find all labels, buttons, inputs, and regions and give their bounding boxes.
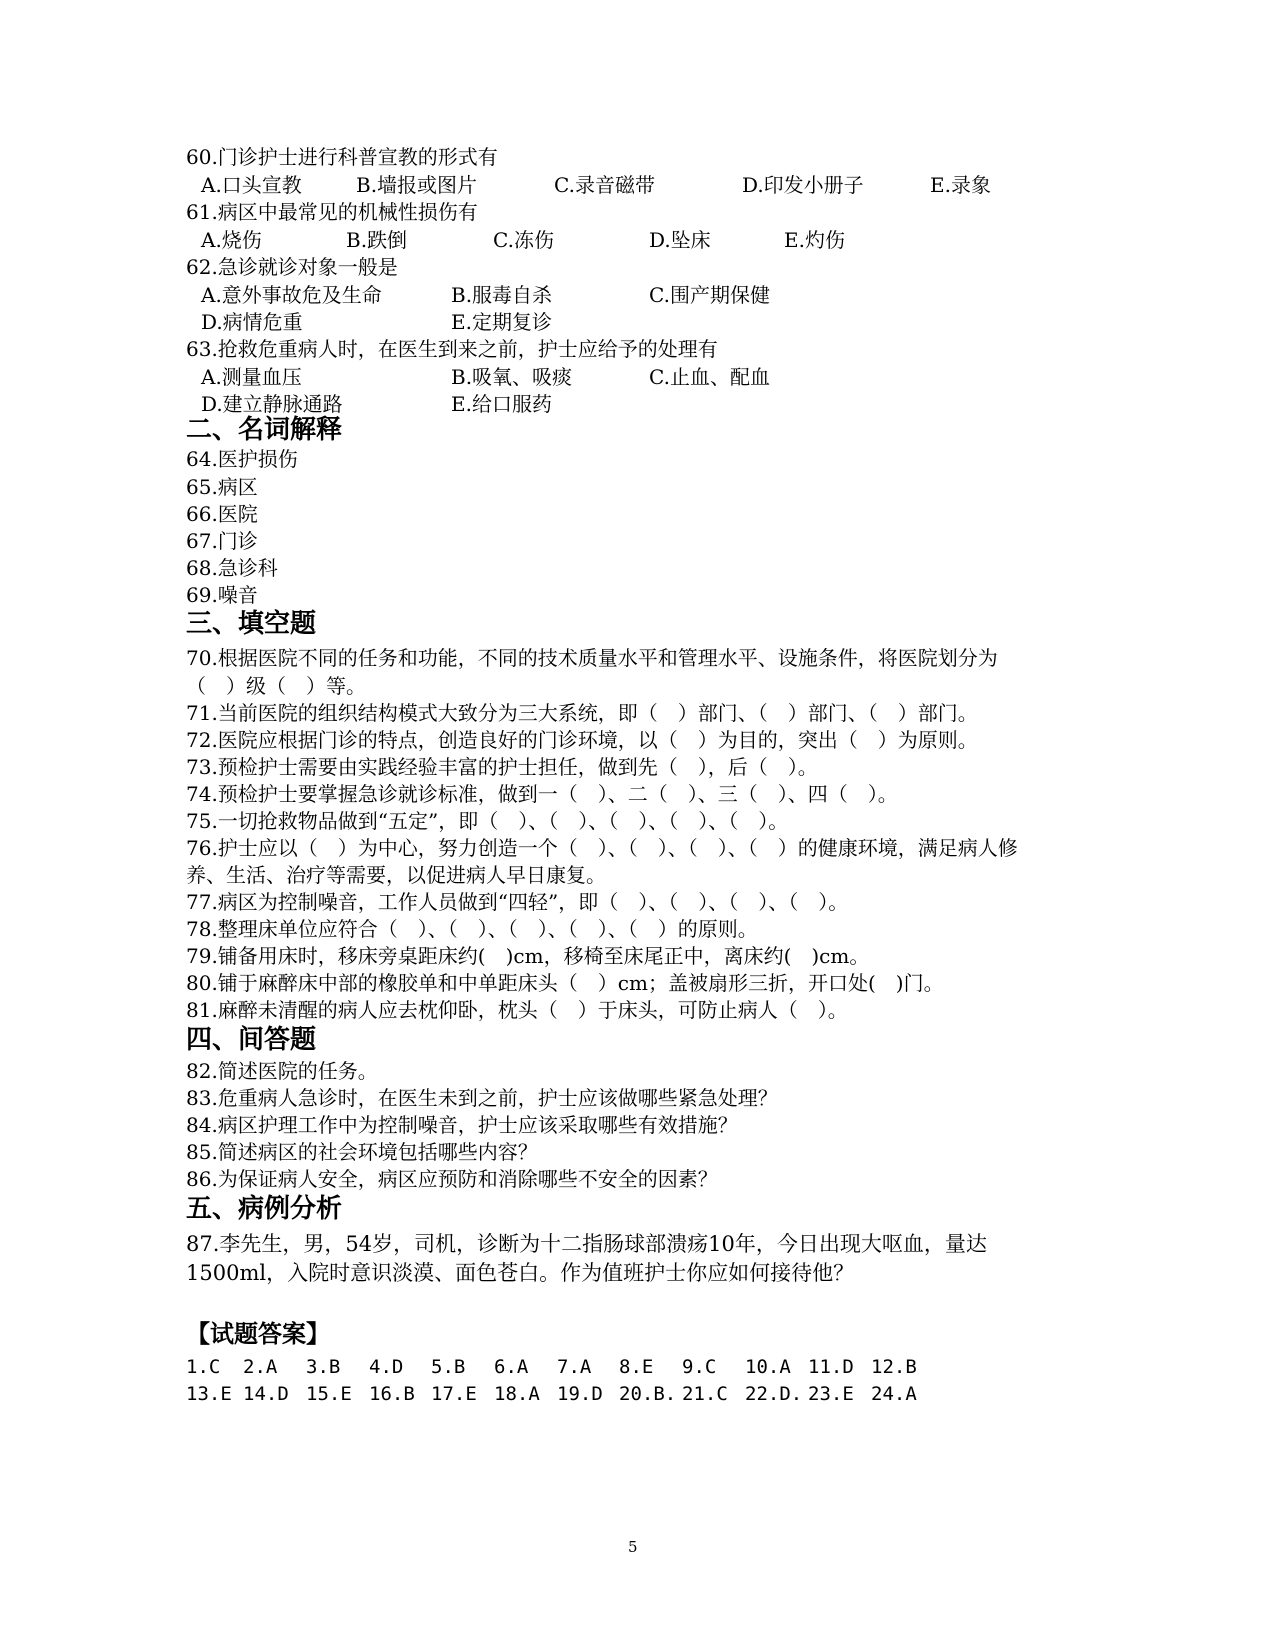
question-62-stem: 62.急诊就诊对象一般是 bbox=[186, 255, 398, 279]
question-63-option-d: D.建立静脉通路 bbox=[201, 392, 343, 416]
answer-item: 24.A bbox=[871, 1383, 917, 1405]
question-60-option-b: B.墙报或图片 bbox=[356, 173, 478, 197]
question-63-option-b: B.吸氧、吸痰 bbox=[451, 365, 573, 389]
fill-blank-line: 养、生活、治疗等需要，以促进病人早日康复。 bbox=[186, 863, 606, 887]
question-62-option-b: B.服毒自杀 bbox=[451, 283, 553, 307]
answer-item: 6.A bbox=[494, 1356, 529, 1378]
answers-heading: 【试题答案】 bbox=[186, 1320, 330, 1348]
question-63-option-e: E.给口服药 bbox=[451, 392, 552, 416]
question-60-option-a: A.口头宣教 bbox=[201, 173, 302, 197]
question-61-option-a: A.烧伤 bbox=[201, 228, 262, 252]
answer-item: 10.A bbox=[745, 1356, 791, 1378]
short-answer-item: 82.简述医院的任务。 bbox=[186, 1059, 378, 1083]
answer-item: 15.E bbox=[306, 1383, 352, 1405]
term-item: 69.噪音 bbox=[186, 583, 258, 607]
question-62-option-e: E.定期复诊 bbox=[451, 310, 552, 334]
section-2-heading: 二、名词解释 bbox=[186, 415, 343, 445]
term-item: 65.病区 bbox=[186, 475, 258, 499]
fill-blank-line: 79.铺备用床时，移床旁桌距床约( )cm，移椅至床尾正中，离床约( )cm。 bbox=[186, 944, 870, 968]
question-61-option-b: B.跌倒 bbox=[346, 228, 408, 252]
question-60-option-c: C.录音磁带 bbox=[554, 173, 655, 197]
fill-blank-line: 70.根据医院不同的任务和功能，不同的技术质量水平和管理水平、设施条件，将医院划分为 bbox=[186, 646, 998, 670]
fill-blank-line: 81.麻醉未清醒的病人应去枕仰卧，枕头（ ）于床头，可防止病人（ ）。 bbox=[186, 998, 848, 1022]
term-item: 67.门诊 bbox=[186, 529, 258, 553]
fill-blank-line: 71.当前医院的组织结构模式大致分为三大系统，即（ ）部门、（ ）部门、（ ）部门。 bbox=[186, 701, 978, 725]
short-answer-item: 83.危重病人急诊时，在医生未到之前，护士应该做哪些紧急处理？ bbox=[186, 1086, 778, 1110]
question-63-option-a: A.测量血压 bbox=[201, 365, 302, 389]
question-60-stem: 60.门诊护士进行科普宣教的形式有 bbox=[186, 145, 498, 169]
answer-item: 18.A bbox=[494, 1383, 540, 1405]
question-61-option-d: D.坠床 bbox=[649, 228, 711, 252]
fill-blank-line: 78.整理床单位应符合（ ）、（ ）、（ ）、（ ）、（ ）的原则。 bbox=[186, 917, 758, 941]
question-63-option-c: C.止血、配血 bbox=[649, 365, 770, 389]
question-62-option-c: C.围产期保健 bbox=[649, 283, 770, 307]
fill-blank-line: 75.一切抢救物品做到“五定”，即（ ）、（ ）、（ ）、（ ）、（ ）。 bbox=[186, 809, 789, 833]
answer-item: 9.C bbox=[682, 1356, 717, 1378]
question-61-option-c: C.冻伤 bbox=[493, 228, 554, 252]
term-item: 64.医护损伤 bbox=[186, 447, 298, 471]
answer-item: 12.B bbox=[871, 1356, 917, 1378]
case-analysis-line: 1500ml，入院时意识淡漠、面色苍白。作为值班护士你应如何接待他？ bbox=[186, 1261, 855, 1285]
answer-item: 19.D bbox=[557, 1383, 603, 1405]
short-answer-item: 84.病区护理工作中为控制噪音，护士应该采取哪些有效措施？ bbox=[186, 1113, 738, 1137]
question-62-option-a: A.意外事故危及生命 bbox=[201, 283, 382, 307]
page-number: 5 bbox=[628, 1538, 638, 1556]
short-answer-item: 85.简述病区的社会环境包括哪些内容？ bbox=[186, 1140, 538, 1164]
section-4-heading: 四、间答题 bbox=[186, 1025, 317, 1055]
question-61-option-e: E.灼伤 bbox=[784, 228, 845, 252]
short-answer-item: 86.为保证病人安全，病区应预防和消除哪些不安全的因素？ bbox=[186, 1167, 718, 1191]
answer-item: 1.C bbox=[186, 1356, 221, 1378]
fill-blank-line: （ ）级（ ）等。 bbox=[186, 674, 366, 698]
question-63-stem: 63.抢救危重病人时，在医生到来之前，护士应给予的处理有 bbox=[186, 337, 718, 361]
answer-item: 20.B. bbox=[619, 1383, 677, 1405]
fill-blank-line: 74.预检护士要掌握急诊就诊标准，做到一（ ）、二（ ）、三（ ）、四（ ）。 bbox=[186, 782, 898, 806]
section-5-heading: 五、病例分析 bbox=[186, 1194, 343, 1224]
answer-item: 7.A bbox=[557, 1356, 592, 1378]
answer-item: 14.D bbox=[243, 1383, 289, 1405]
term-item: 66.医院 bbox=[186, 502, 258, 526]
answer-item: 23.E bbox=[808, 1383, 854, 1405]
fill-blank-line: 76.护士应以（ ）为中心，努力创造一个（ ）、（ ）、（ ）、（ ）的健康环境，满足病人修 bbox=[186, 836, 1018, 860]
question-62-option-d: D.病情危重 bbox=[201, 310, 303, 334]
question-60-option-e: E.录象 bbox=[930, 173, 991, 197]
case-analysis-line: 87.李先生，男，54岁，司机，诊断为十二指肠球部溃疡10年，今日出现大呕血，量达 bbox=[186, 1232, 987, 1256]
fill-blank-line: 80.铺于麻醉床中部的橡胶单和中单距床头（ ）cm；盖被扇形三折，开口处( )门。 bbox=[186, 971, 944, 995]
answer-item: 21.C bbox=[682, 1383, 728, 1405]
fill-blank-line: 77.病区为控制噪音，工作人员做到“四轻”，即（ ）、（ ）、（ ）、（ ）。 bbox=[186, 890, 849, 914]
answer-item: 13.E bbox=[186, 1383, 232, 1405]
term-item: 68.急诊科 bbox=[186, 556, 278, 580]
answer-item: 5.B bbox=[431, 1356, 466, 1378]
answer-item: 16.B bbox=[369, 1383, 415, 1405]
answer-item: 3.B bbox=[306, 1356, 341, 1378]
fill-blank-line: 72.医院应根据门诊的特点，创造良好的门诊环境，以（ ）为目的，突出（ ）为原则。 bbox=[186, 728, 978, 752]
answer-item: 8.E bbox=[619, 1356, 654, 1378]
answer-item: 17.E bbox=[431, 1383, 477, 1405]
section-3-heading: 三、填空题 bbox=[186, 609, 317, 639]
question-61-stem: 61.病区中最常见的机械性损伤有 bbox=[186, 200, 478, 224]
answer-item: 11.D bbox=[808, 1356, 854, 1378]
fill-blank-line: 73.预检护士需要由实践经验丰富的护士担任，做到先（ ），后（ ）。 bbox=[186, 755, 818, 779]
answer-item: 4.D bbox=[369, 1356, 404, 1378]
question-60-option-d: D.印发小册子 bbox=[742, 173, 864, 197]
answer-item: 22.D. bbox=[745, 1383, 803, 1405]
answer-item: 2.A bbox=[243, 1356, 278, 1378]
